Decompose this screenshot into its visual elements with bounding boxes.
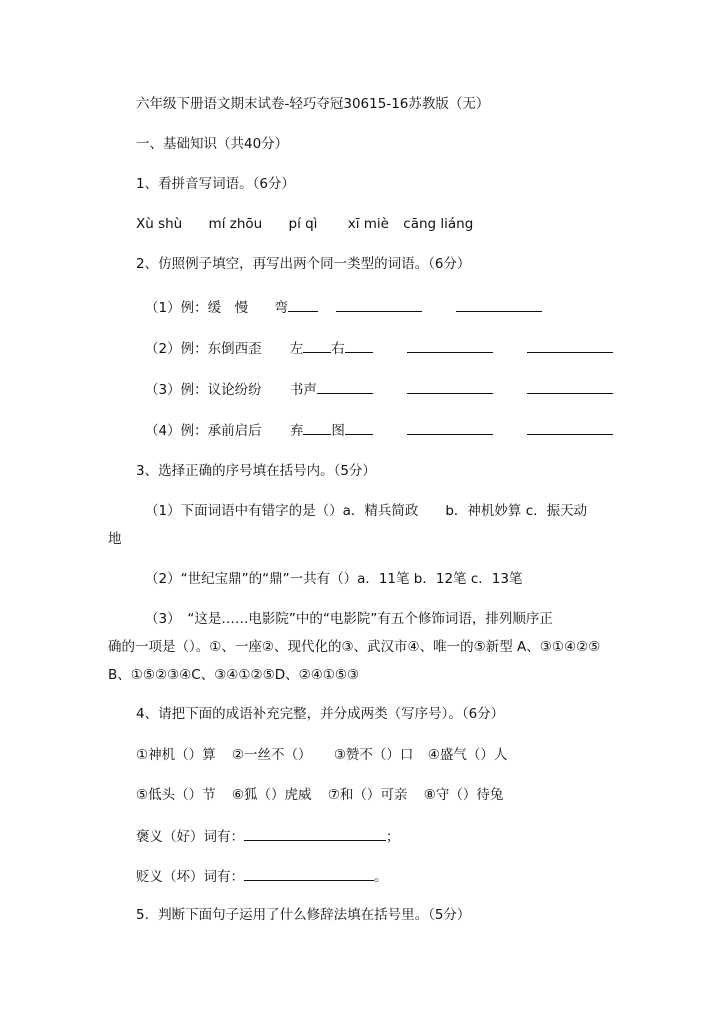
idiom-item: ③赞不（）口 [333,747,414,763]
idiom-item: ⑧守（）待兔 [423,787,504,803]
example-prompt: 图 [331,423,345,439]
answer-blank[interactable] [527,420,613,435]
idiom-item: ④盛气（）人 [427,747,508,763]
answer-blank[interactable] [345,338,373,353]
answer-blank[interactable] [317,379,373,394]
q2-row-2 [145,338,613,358]
idiom-item: ⑤低头（）节 [136,787,216,803]
answer-blank[interactable] [407,338,493,353]
example-prompt: 左 [289,341,304,357]
answer-blank[interactable] [407,379,493,394]
example-prompt: 弃 [289,423,304,439]
answer-blank[interactable] [336,297,422,312]
q2-row-4 [145,420,613,440]
answer-blank[interactable] [303,338,331,353]
example-label: （3）例：议论纷纷 [145,382,262,398]
answer-blank[interactable] [345,420,373,435]
pinyin-row [136,215,473,233]
pinyin-word: cāng liáng [403,216,474,232]
example-label: （4）例：承前启后 [145,423,262,439]
section-heading: 一、基础知识（共40分） [136,136,289,152]
example-prompt: 书声 [289,382,317,398]
praise-answer-blank[interactable] [244,826,386,841]
q2-row-3 [145,379,613,399]
example-prompt: 弯 [274,300,288,316]
answer-blank[interactable] [527,379,613,394]
example-label: （2）例：东倒西歪 [145,341,262,357]
idiom-row-2 [136,786,503,804]
blame-line [136,866,388,886]
pinyin-word: pí qì [288,216,318,232]
q3-heading: 3、选择正确的序号填在括号内。（5分） [136,463,376,479]
q3-item-3-cont: 确的一项是（）。①、一座②、现代化的③、武汉市④、唯一的⑤新型 A、③①④②⑤ [108,639,601,655]
q4-heading: 4、请把下面的成语补充完整，并分成两类（写序号）。（6分） [136,706,505,722]
answer-blank[interactable] [407,420,493,435]
example-label: （1）例：缓 慢 [145,300,249,316]
blame-label: 贬义（坏）词有： [136,869,244,885]
praise-label: 褒义（好）词有： [136,829,244,845]
q3-item-3-cont: B、①⑤②③④C、③④①②⑤D、②④①⑤③ [108,667,360,683]
idiom-item: ⑦和（）可亲 [327,787,408,803]
page-title: 六年级下册语文期末试卷-轻巧夺冠30615-16苏教版（无） [136,96,490,112]
praise-end: ； [386,829,400,845]
idiom-item: ①神机（）算 [136,747,216,763]
example-prompt: 右 [331,341,345,357]
q2-heading: 2、仿照例子填空，再写出两个同一类型的词语。（6分） [136,256,471,272]
q5-heading: 5．判断下面句子运用了什么修辞法填在括号里。（5分） [136,907,471,923]
pinyin-word: Xù shù [136,216,183,232]
answer-blank[interactable] [303,420,331,435]
idiom-item: ⑥狐（）虎威 [231,787,312,803]
idiom-row-1 [136,746,507,764]
q3-item-3: （3） “这是……电影院”中的“电影院”有五个修饰词语，排列顺序正 [145,611,553,627]
q1-heading: 1、看拼音写词语。（6分） [136,176,295,192]
blame-end: 。 [374,869,388,885]
q2-row-1 [145,297,542,317]
praise-line [136,826,400,846]
q3-item-2: （2）“世纪宝鼎”的“鼎”一共有（）a．11笔 b．12笔 c．13笔 [145,571,523,587]
pinyin-word: xī miè [347,216,389,232]
idiom-item: ②一丝不（） [231,747,312,763]
q3-item-1-cont: 地 [108,531,122,547]
q3-item-1: （1）下面词语中有错字的是（）a．精兵简政 b．神机妙算 c．振天动 [145,503,588,519]
blame-answer-blank[interactable] [244,866,374,881]
pinyin-word: mí zhōu [208,216,263,232]
answer-blank[interactable] [456,297,542,312]
answer-blank[interactable] [527,338,613,353]
answer-blank[interactable] [288,297,318,312]
